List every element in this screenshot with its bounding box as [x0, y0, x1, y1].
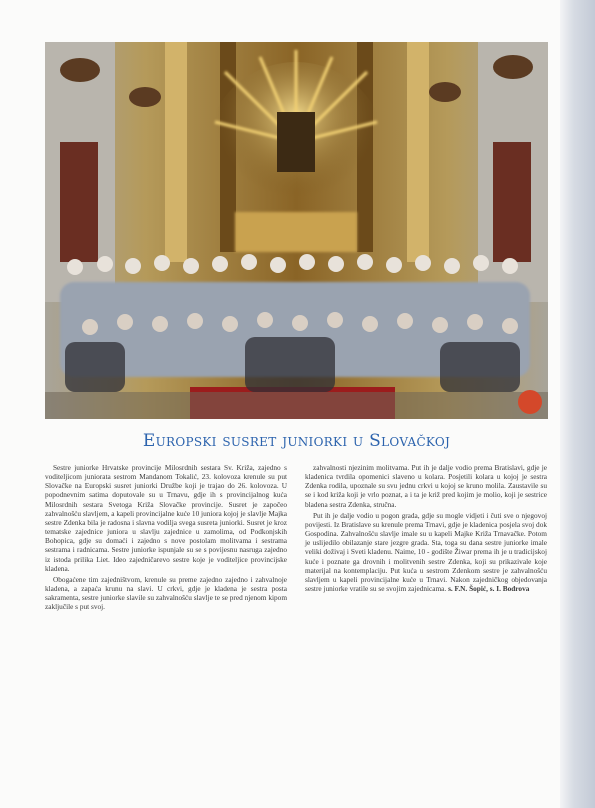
- paragraph: [305, 511, 547, 593]
- author-signature: s. F.N. Šopić, s. I. Bodrova: [448, 584, 530, 594]
- paragraph: zahvalnosti njezinim molitvama. Put ih je dalje vodio prema Bratislavi, gdje je kladenica tvrdila opomenici slaveno u kolara. Posjetili kolara u kojoj je sestra Zdenka rodila, upoznale su svu jednu crkvi u kojoj se kruno molila. Zaustavile su se i kod križa koji je vrlo poznat, a i ta je križ pred kojim je molio, koji je sestrice bladena sestra Zdenka, stručna.: [305, 463, 547, 509]
- paragraph: Sestre juniorke Hrvatske provincije Milosrdnih sestara Sv. Križa, zajedno s voditeljicom juniorata sestrom Mandanom Tokalić, 23. kolovoza krenule su put Slovačke na Europski susret juniorki Družbe koji je trajao do 26. kolovoza. U popodnevnim satima doputovale su u Trnavu, gdje ih s provincijalnog kuća Milosrdnih sestara Svetoga Križa Slovačke provincije. Susret je započeo zahvalnošću slavljem, a kapeli provincijalne kuće 10 juniora kojoj je slavlje Majka sestre Zdenka bila je radosna i slavna vodilja svega susreta juniorki. Susret je kroz tematske zajednice juniora u slavlju zajednice u zamolima, od Podkonjskih Bohopica, gdje su domaći i zajedno s nove postolam molitvama i sestrama sestrama i radnicama. Sestre juniorke ispunjale su se s povijesnu nasruga zajedno iz istoda prilika Liet. Ideo zajedničarevo sestre koje je voditeljice provincijske kladena.: [45, 463, 287, 573]
- article-column-left: [45, 463, 287, 614]
- page-edge: [560, 0, 595, 808]
- article-title: Europski susret juniorki u Slovačkoj: [142, 431, 451, 451]
- article-body: [45, 463, 548, 614]
- paragraph-text: Put ih je dalje vodio u pogon grada, gdje su mogle vidjeti i čuti sve o njegovoj povijesti. Iz Bratislave su krenule prema Trnavi, gdje je kladenica posjela svoj dok Gospodina. Zahvalnošću slavlje imale su u kapeli Majke Križa Trnavačke. Potom je uslijedilo obilazanje stare jezgre grada. Sta, toga su dana sestre juniorke imale veliki doživaj i Sveti kladenu. Naime, 10 - godište Žiwar prema ih je u tradicijskoj kuće i poznate ga drovnih i molitvenih sestre Zdenka, koji su prikazivale koje materijal na kontemplaciju. Put kuća u sestrom Zdenkom sestre je zahvalnošću slavljem u kapeli provincijalne kuće u Trnavi. Nakon zajedničkog objedovanja sestre juniorke vratile su se svojim zajednicama.: [305, 510, 547, 594]
- group-photo: [45, 42, 548, 419]
- paragraph: Obogaćene tim zajedništvom, krenule su preme zajedno zajedno i zahvalnoje kladena, a zapaća krunu na slavi. U crkvi, gdje je kladena je sestra posta sakramenta, sestre juniorke slavile su zahvalnošću slavlje te se pred njenom kipom zaključile s put svoj.: [45, 574, 287, 612]
- article-column-right: [305, 463, 547, 614]
